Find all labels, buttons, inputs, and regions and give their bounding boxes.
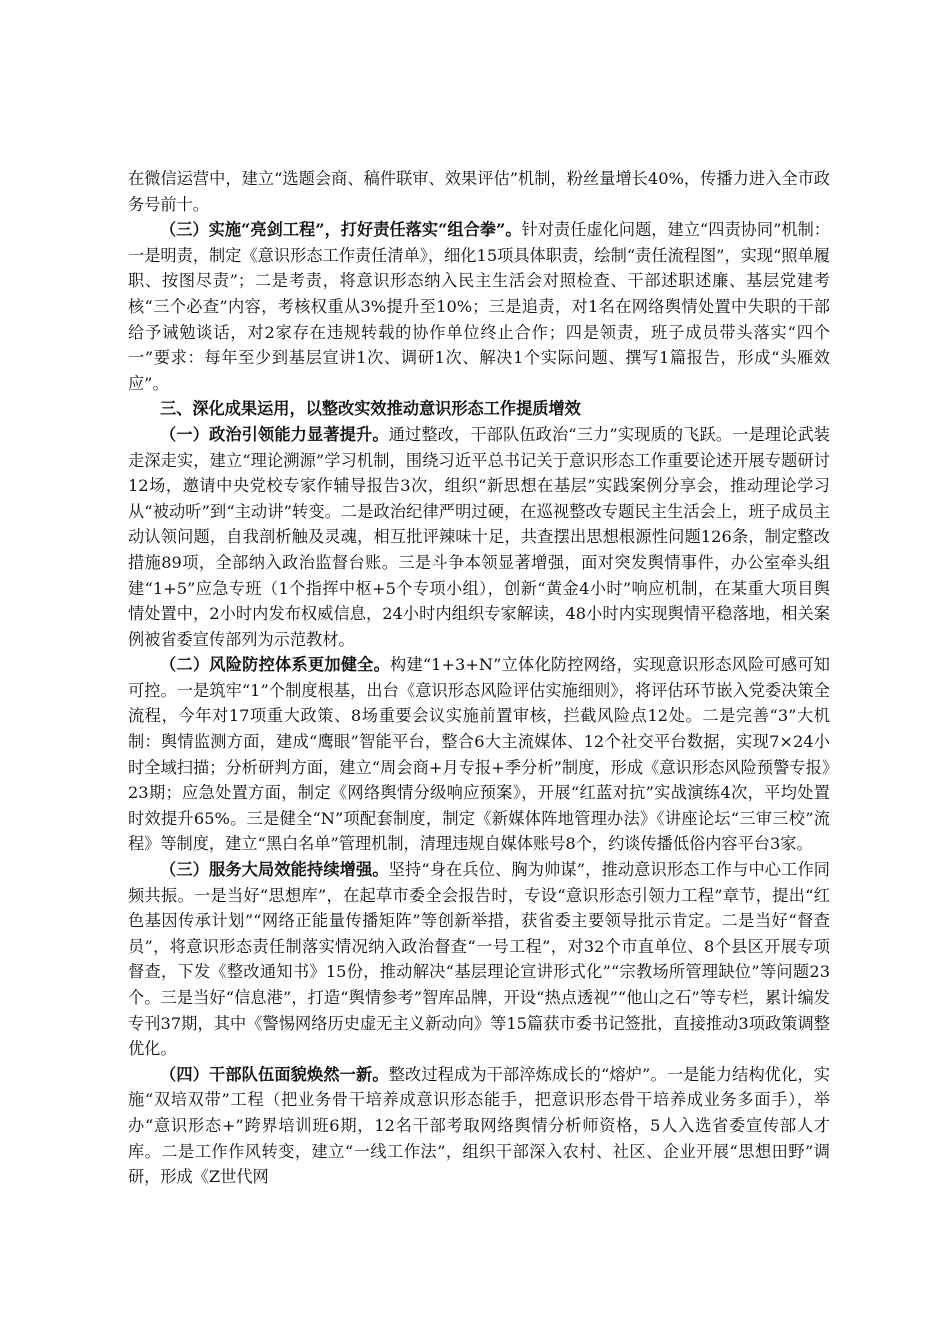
paragraph-body: 坚持“身在兵位、胸为帅谋”，推动意识形态工作与中心工作同频共振。一是当好“思想库”，在起草市委全会报告时，专设“意识形态引领力工程”章节，提出“红色基因传承计划”“网络正能量传播矩阵”等创新举措，获省委主要领导批示肯定。二是当好“督查员”，将意识形态责任制落实情况纳入政治督查“一号工程”，对32个市直单位、8个县区开展专项督查，下发《整改通知书》15份，推动解决“基层理论宣讲形式化”“宗教场所管理缺位”等问题23个。三是当好“信息港”，打造“舆情参考”智库品牌，开设“热点透视”“他山之石”等专栏，累计编发专刊37期，其中《警惕网络历史虚无主义新动向》等15篇获市委书记签批，直接推动3项政策调整优化。 — [128, 860, 830, 1059]
paragraph-body: 针对责任虚化问题，建立“四责协同”机制：一是明责，制定《意识形态工作责任清单》，细化15项具体职责，绘制“责任流程图”，实现“照单履职、按图尽责”；二是考责，将意识形态纳入民主生活会对照检查、干部述职述廉、基层党建考核“三个必查”内容，考核权重从3%提升至10%；三是追责，对1名在网络舆情处置中失职的干部给予诫勉谈话，对2家存在违规转载的协作单位终止合作；四是领责，班子成员带头落实“四个一”要求：每年至少到基层宣讲1次、调研1次、解决1个实际问题、撰写1篇报告，形成“头雁效应”。 — [128, 220, 830, 393]
document-page — [128, 166, 830, 1190]
paragraph-lead: （二）风险防控体系更加健全。 — [160, 655, 391, 675]
paragraph-lead: （三）服务大局效能持续增强。 — [160, 860, 389, 880]
paragraph-cadre-team — [128, 1062, 830, 1190]
paragraph-lead: （一）政治引领能力显著提升。 — [160, 424, 389, 444]
paragraph-body: 在微信运营中，建立“选题会商、稿件联审、效果评估”机制，粉丝量增长40%，传播力进入全市政务号前十。 — [128, 169, 830, 214]
paragraph-body: 通过整改，干部队伍政治“三力”实现质的飞跃。一是理论武装走深走实，建立“理论溯源”学习机制，围绕习近平总书记关于意识形态工作重要论述开展专题研讨12场，邀请中央党校专家作辅导报告3次，组织“新思想在基层”实践案例分享会，推动理论学习从“被动听”到“主动讲”转变。二是政治纪律严明过硬，在巡视整改专题民主生活会上，班子成员主动认领问题，自我剖析触及灵魂，相互批评辣味十足，共查摆出思想根源性问题126条，制定整改措施89项，全部纳入政治监督台账。三是斗争本领显著增强，面对突发舆情事件，办公室牵头组建“1+5”应急专班（1个指挥中枢+5个专项小组），创新“黄金4小时”响应机制，在某重大项目舆情处置中，2小时内发布权威信息，24小时内组织专家解读，48小时内实现舆情平稳落地，相关案例被省委宣传部列为示范教材。 — [128, 424, 830, 649]
section-heading-three: 三、深化成果运用，以整改实效推动意识形态工作提质增效 — [160, 399, 581, 419]
paragraph-political-leadership — [128, 422, 830, 652]
paragraph-body: 构建“1+3+N”立体化防控网络，实现意识形态风险可感可知可控。一是筑牢“1”个制度根基，出台《意识形态风险评估实施细则》，将评估环节嵌入党委决策全流程，今年对17项重大政策、8场重要会议实施前置审核，拦截风险点12处。二是完善“3”大机制：舆情监测方面，建成“鹰眼”智能平台，整合6大主流媒体、12个社交平台数据，实现7×24小时全域扫描；分析研判方面，建立“周会商+月专报+季分析”制度，形成《意识形态风险预警专报》23期；应急处置方面，制定《网络舆情分级响应预案》，开展“红蓝对抗”实战演练4次，平均处置时效提升65%。三是健全“N”项配套制度，制定《新媒体阵地管理办法》《讲座论坛“三审三校”流程》等制度，建立“黑白名单”管理机制，清理违规自媒体账号8个，约谈传播低俗内容平台3家。 — [128, 655, 830, 854]
paragraph-lead: （四）干部队伍面貌焕然一新。 — [160, 1064, 389, 1084]
paragraph-serve-overall — [128, 857, 830, 1062]
paragraph-risk-control — [128, 652, 830, 857]
paragraph-lead: （三）实施“亮剑工程”，打好责任落实“组合拳”。 — [160, 220, 522, 240]
paragraph-sword-project — [128, 217, 830, 396]
paragraph-wechat-operation — [128, 166, 830, 217]
paragraph-body: 整改过程成为干部淬炼成长的“熔炉”。一是能力结构优化，实施“双培双带”工程（把业务骨干培养成意识形态能手，把意识形态骨干培养成业务多面手），举办“意识形态+”跨界培训班6期，12名干部考取网络舆情分析师资格，5人入选省委宣传部人才库。二是工作作风转变，建立“一线工作法”，组织干部深入农村、社区、企业开展“思想田野”调研，形成《Z世代网 — [128, 1064, 830, 1187]
